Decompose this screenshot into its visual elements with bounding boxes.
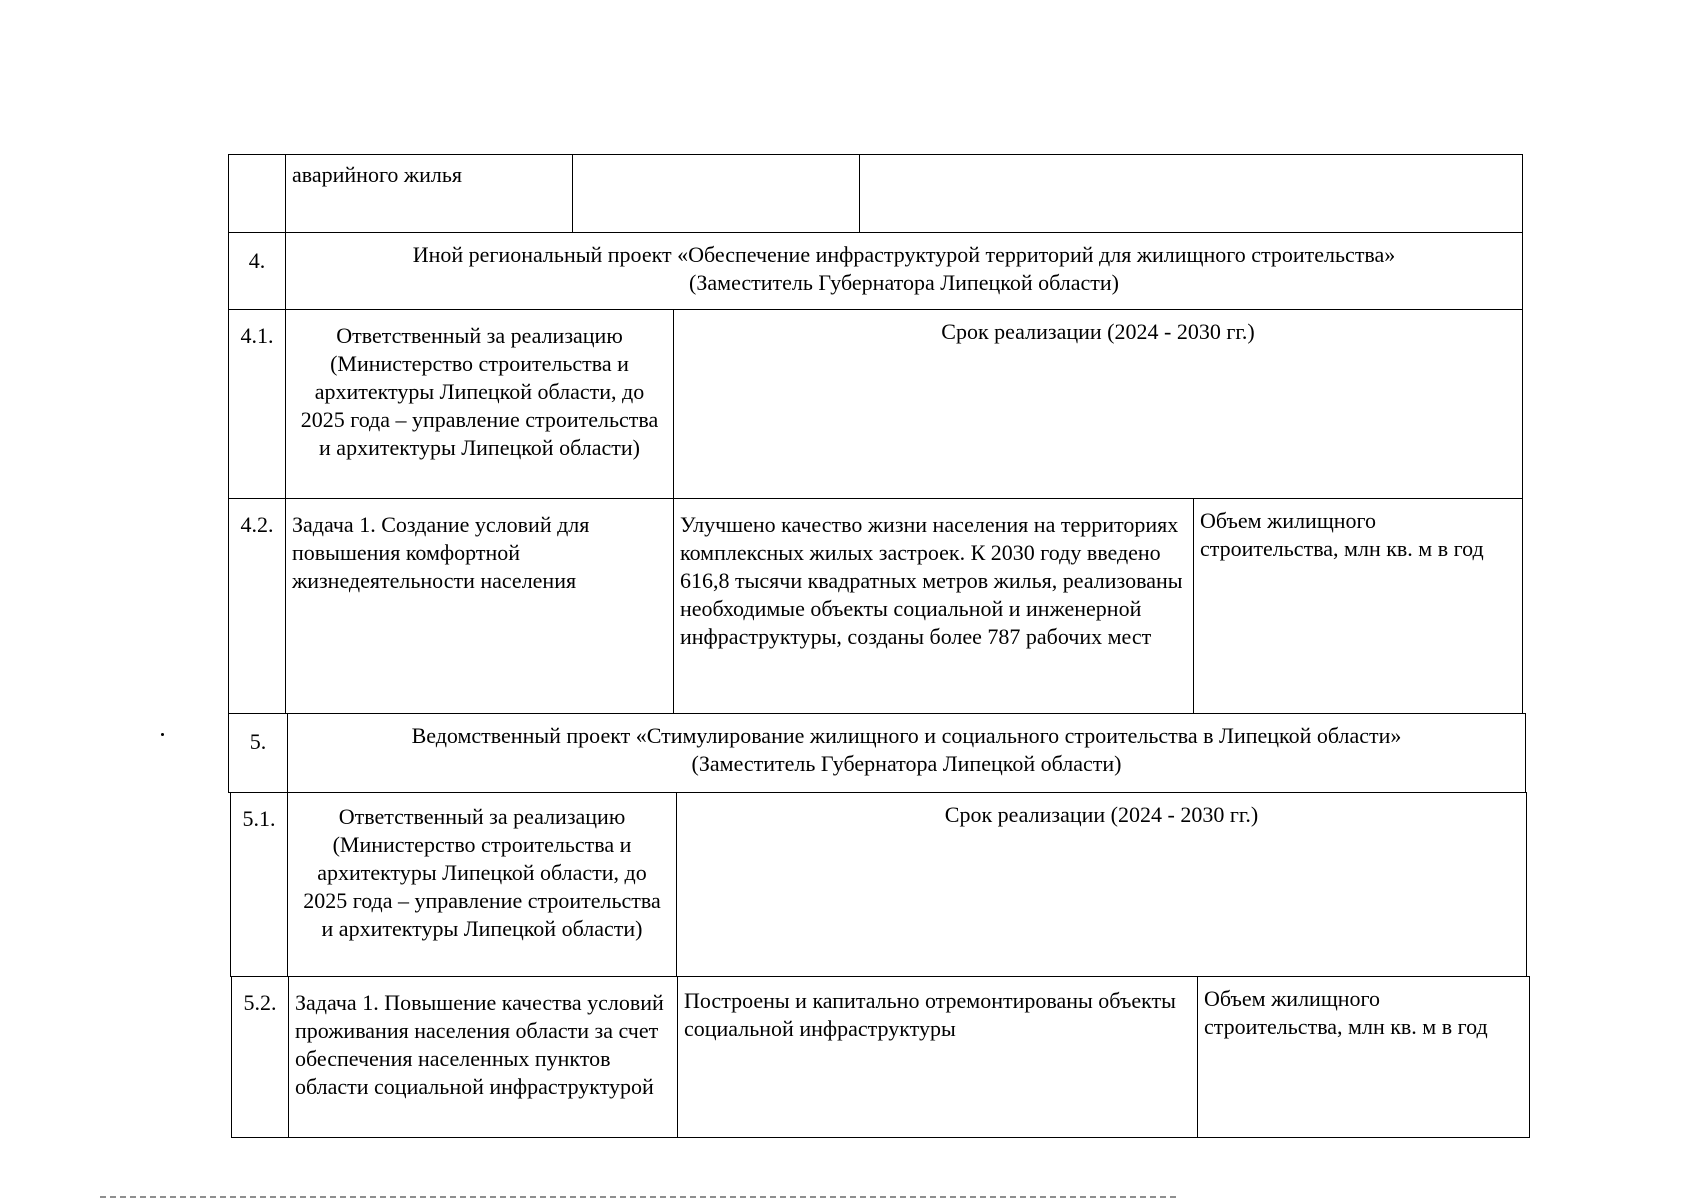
- row-4-title-line1: Иной региональный проект «Обеспечение инфраструктурой территорий для жилищного строительства»: [412, 242, 1396, 267]
- scan-edge-line: [100, 1196, 1180, 1198]
- row-4-2-indicator-cell: Объем жилищного строительства, млн кв. м в год: [1193, 498, 1523, 714]
- row-5-title-cell: [287, 713, 1526, 793]
- row-5-1-number-cell: 5.1.: [230, 792, 288, 977]
- row-4-1-term-cell: Срок реализации (2024 - 2030 гг.): [673, 309, 1523, 499]
- row-top-empty-cell-1: [572, 154, 860, 233]
- row-5-2-task-cell: Задача 1. Повышение качества условий проживания населения области за счет обеспечения населенных пунктов области социальной инфраструктурой: [288, 976, 678, 1138]
- scan-speck: [161, 733, 164, 736]
- row-4-number-cell: 4.: [228, 232, 286, 310]
- row-top-empty-cell-2: [859, 154, 1523, 233]
- row-5-2-indicator-cell: Объем жилищного строительства, млн кв. м в год: [1197, 976, 1530, 1138]
- row-5-number-cell: 5.: [228, 713, 288, 793]
- row-4-2-task-cell: Задача 1. Создание условий для повышения комфортной жизнедеятельности населения: [285, 498, 674, 714]
- row-4-2-result-cell: Улучшено качество жизни населения на территориях комплексных жилых застроек. К 2030 году введено 616,8 тысячи квадратных метров жилья, реализованы необходимые объекты социальной и инженерной инфраструктуры, созданы более 787 рабочих мест: [673, 498, 1194, 714]
- row-5-1-responsible-cell: Ответственный за реализацию (Министерство строительства и архитектуры Липецкой области, до 2025 года – управление строительства и архитектуры Липецкой области): [287, 792, 677, 977]
- row-4-title-line2: (Заместитель Губернатора Липецкой области): [689, 270, 1119, 295]
- row-top-text-cell: аварийного жилья: [285, 154, 573, 233]
- row-5-1-term-cell: Срок реализации (2024 - 2030 гг.): [676, 792, 1527, 977]
- row-5-title-line2: (Заместитель Губернатора Липецкой области): [691, 751, 1122, 776]
- row-4-1-responsible-cell: Ответственный за реализацию (Министерство строительства и архитектуры Липецкой области, до 2025 года – управление строительства и архитектуры Липецкой области): [285, 309, 674, 499]
- row-top-number-cell: [228, 154, 286, 233]
- row-5-title-line1: Ведомственный проект «Стимулирование жилищного и социального строительства в Липецкой области»: [411, 723, 1402, 748]
- row-4-title-cell: [285, 232, 1523, 310]
- row-5-2-result-cell: Построены и капитально отремонтированы объекты социальной инфраструктуры: [677, 976, 1198, 1138]
- row-4-1-number-cell: 4.1.: [228, 309, 286, 499]
- row-4-2-number-cell: 4.2.: [228, 498, 286, 714]
- row-5-2-number-cell: 5.2.: [231, 976, 289, 1138]
